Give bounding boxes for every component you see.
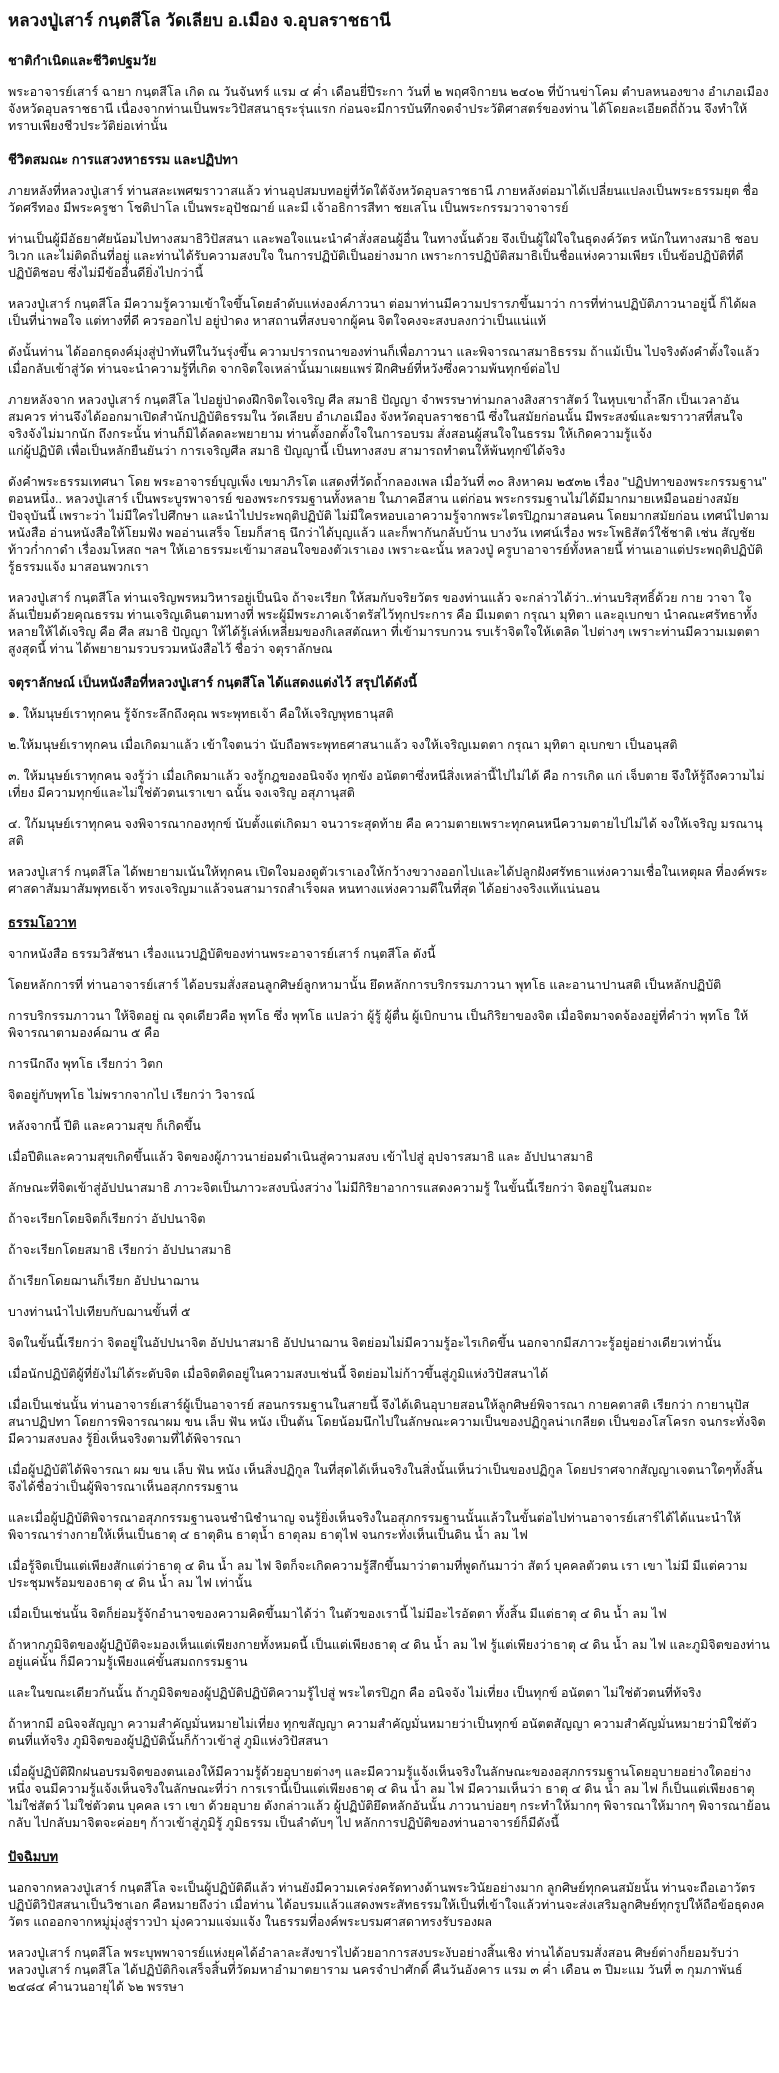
paragraph: เมื่อรู้จิตเป็นแต่เพียงสักแต่ว่าธาตุ ๔ ดิน น้ำ ลม ไฟ จิตก็จะเกิดความรู้สึกขึ้นมาว่าตามที่พูดกันมาว่า สัตว์ บุคคลตัวตน เรา เขา ไม่มี มีแต่ความประชุมพร้อมของธาตุ ๔ ดิน น้ำ ลม ไฟ เท่านั้น xyxy=(8,1559,748,1590)
paragraph: ๒.ให้มนุษย์เราทุกคน เมื่อเกิดมาแล้ว เข้าใจตนว่า นับถือพระพุทธศาสนาแล้ว จงให้เจริญเมตตา กรุณา มุทิตา อุเบกขา เป็นอนุสติ xyxy=(8,738,678,752)
paragraph: ถ้าจะเรียกโดยสมาธิ เรียกว่า อัปปนาสมาธิ xyxy=(8,1243,232,1257)
section-heading-underlined: ธรรมโอวาท xyxy=(8,915,77,930)
paragraph: โดยหลักการที่ ท่านอาจารย์เสาร์ ได้อบรมสั่งสอนลูกศิษย์ลูกหามานั้น ยึดหลักการบริกรรมภาวนา พุทโธ และอานาปานสติ เป็นหลักปฏิบัติ xyxy=(8,978,722,992)
paragraph: หลวงปู่เสาร์ กนฺตสีโล มีความรู้ความเข้าใจขึ้นโดยลำดับแห่งองค์ภาวนา ต่อมาท่านมีความปรารภขึ้นมาว่า การที่ท่านปฏิบัติภาวนาอยู่นี้ ก็ได้ผลเป็นที่น่าพอใจ แต่ทางที่ดี ควรออกไป อยู่ป่าดง หาสถานที่สงบจากผู้คน จิตใจคงจะสงบลงกว่าเป็นแน่แท้ xyxy=(8,297,757,328)
paragraph: เมื่อนักปฏิบัติผู้ที่ยังไม่ได้ระดับจิต เมื่อจิตติดอยู่ในความสงบเช่นนี้ จิตย่อมไม่ก้าวขึ้นสู่ภูมิแห่งวิปัสสนาได้ xyxy=(8,1367,549,1381)
section-heading: ชีวิตสมณะ การแสวงหาธรรม และปฏิปทา xyxy=(8,152,239,167)
paragraph: ๓. ให้มนุษย์เราทุกคน จงรู้ว่า เมื่อเกิดมาแล้ว จงรู้กฎของอนิจจัง ทุกขัง อนัตตาซึ่งหนีสิ่งเหล่านี้ไปไม่ได้ คือ การเกิด แก่ เจ็บตาย จึงให้รู้ถึงความไม่เที่ยง มีความทุกข์และไม่ใช่ตัวตนเราเขา ฉนั้น จงเจริญ อสุภานุสติ xyxy=(8,769,765,800)
paragraph: ลักษณะที่จิตเข้าสู่อัปปนาสมาธิ ภาวะจิตเป็นภาวะสงบนิ่งสว่าง ไม่มีกิริยาอาการแสดงความรู้ ในขั้นนี้เรียกว่า จิตอยู่ในสมถะ xyxy=(8,1181,653,1195)
paragraph: หลังจากนี้ ปีติ และความสุข ก็เกิดขึ้น xyxy=(8,1119,201,1133)
paragraph: จากหนังสือ ธรรมวิสัชนา เรื่องแนวปฏิบัติของท่านพระอาจารย์เสาร์ กนฺตสีโล ดังนี้ xyxy=(8,947,436,961)
paragraph: การบริกรรมภาวนา ให้จิตอยู่ ณ จุดเดียวคือ พุทโธ ซึ่ง พุทโธ แปลว่า ผู้รู้ ผู้ตื่น ผู้เบิกบาน เป็นกิริยาของจิต เมื่อจิตมาจดจ้องอยู่ที่คำว่า พุทโธ ให้พิจารณาตามองค์ฌาน ๕ คือ xyxy=(8,1009,749,1040)
paragraph: ถ้าหากมี อนิจจสัญญา ความสำคัญมั่นหมายไม่เที่ยง ทุกขสัญญา ความสำคัญมั่นหมายว่าเป็นทุกข์ อนัตตสัญญา ความสำคัญมั่นหมายว่ามิใช่ตัวตนที่แท้จริง ภูมิจิตของผู้ปฏิบัตินั้นก็ก้าวเข้าสู่ ภูมิแห่งวิปัสสนา xyxy=(8,1717,758,1748)
paragraph: ภายหลังที่หลวงปู่เสาร์ ท่านสละเพศฆราวาสแล้ว ท่านอุปสมบทอยู่ที่วัดใต้จังหวัดอุบลราชธานี ภายหลังต่อมาได้เปลี่ยนแปลงเป็นพระธรรมยุต ชื่อวัดศรีทอง มีพระครูชา โชติปาโล เป็นพระอุปัชฌาย์ และมี เจ้าอธิการสีทา ชยเสโน เป็นพระกรรมวาจาจารย์ xyxy=(8,184,759,215)
paragraph: เมื่อเป็นเช่นนั้น ท่านอาจารย์เสาร์ผู้เป็นอาจารย์ สอนกรรมฐานในสายนี้ จึงได้เดินอุบายสอนให้ลูกศิษย์พิจารณา กายคตาสติ เรียกว่า กายานุปัสสนาปฏิปทา โดยการพิจารณาผม ขน เล็บ ฟัน หนัง เป็นต้น โดยน้อมนึกไปในลักษณะความเป็นของปฏิกูลน่าเกลียด เป็นของโสโครก จนกระทั่งจิตมีความสงบลง รู้ยิ่งเห็นจริงตามที่ได้พิจารณา xyxy=(8,1398,766,1446)
paragraph: ถ้าหากภูมิจิตของผู้ปฏิบัติจะมองเห็นแต่เพียงกายทั้งหมดนี้ เป็นแต่เพียงธาตุ ๔ ดิน น้ำ ลม ไฟ รู้แต่เพียงว่าธาตุ ๔ ดิน น้ำ ลม ไฟ และภูมิจิตของท่านอยู่แค่นั้น ก็มีความรู้เพียงแค่ขั้นสมถกรรมฐาน xyxy=(8,1638,770,1669)
article-body xyxy=(8,52,771,1996)
paragraph: ถ้าจะเรียกโดยจิตก็เรียกว่า อัปปนาจิต xyxy=(8,1212,206,1226)
paragraph: ถ้าเรียกโดยฌานก็เรียก อัปปนาฌาน xyxy=(8,1274,199,1288)
paragraph: ดังนั้นท่าน ได้ออกธุดงค์มุ่งสู่ป่าทันทีในวันรุ่งขึ้น ความปรารถนาของท่านก็เพื่อภาวนา และพิจารณาสมาธิธรรม ถ้าแม้เป็น ไปจริงดังคำตั้งใจแล้ว เมื่อกลับเข้าสู่วัด ท่านจะนำความรู้ที่เกิด จากจิตใจเหล่านั้นมาเผยแพร่ ฝึกศิษย์ที่หวังซึ่งความพ้นทุกข์ต่อไป xyxy=(8,345,760,376)
paragraph: นอกจากหลวงปู่เสาร์ กนฺตสีโล จะเป็นผู้ปฏิบัติดีแล้ว ท่านยังมีความเคร่งครัดทางด้านพระวินัยอย่างมาก ลูกศิษย์ทุกคนสมัยนั้น ท่านจะถือเอาวัตรปฏิบัติวิปัสสนาเป็นวิชาเอก คือหมายถึงว่า เมื่อท่าน ได้อบรมแล้วแสดงพระสัทธรรมให้เป็นที่เข้าใจแล้วท่านจะส่งเสริมลูกศิษย์ทุกรูปให้ถือข้อธุดงควัตร แถออกจากหมู่มุ่งสู่ราวป่า มุ่งความแจ่มแจ้ง ในธรรมที่องค์พระบรมศาสดาทรงรับรองผล xyxy=(8,1881,765,1929)
paragraph: บางท่านนำไปเทียบกับฌานขั้นที่ ๕ xyxy=(8,1305,191,1319)
paragraph: ๔. ใก้มนุษย์เราทุกคน จงพิจารณากองทุกข์ นับตั้งแต่เกิดมา จนวาระสุดท้าย คือ ความตายเพราะทุกคนหนีความตายไปไม่ได้ จงให้เจริญ มรณานุสติ xyxy=(8,817,763,848)
paragraph: การนึกถึง พุทโธ เรียกว่า วิตก xyxy=(8,1057,163,1071)
section-heading: ชาติกำเนิดและชีวิตปฐมวัย xyxy=(8,53,157,68)
paragraph: และในขณะเดียวกันนั้น ถ้าภูมิจิตของผู้ปฏิบัติปฏิบัติความรู้ไปสู่ พระไตรปิฎก คือ อนิจจัง ไม่เที่ยง เป็นทุกข์ อนัตตา ไม่ใช่ตัวตนที่ท้จริง xyxy=(8,1686,702,1700)
paragraph: เมื่อเป็นเช่นนั้น จิตก็ย่อมรู้จักอำนาจของความคิดขึ้นมาได้ว่า ในตัวของเรานี้ ไม่มีอะไรอัตตา ทั้งสิ้น มีแต่ธาตุ ๔ ดิน น้ำ ลม ไฟ xyxy=(8,1607,667,1621)
paragraph: พระอาจารย์เสาร์ ฉายา กนฺตสีโล เกิด ณ วันจันทร์ แรม ๔ ค่ำ เดือนยี่ปีระกา วันที่ ๒ พฤศจิกายน ๒๔๐๒ ที่บ้านข่าโคม ตำบลหนองขาง อำเภอเมือง จังหวัดอุบลราชธานี เนื่องจากท่านเป็นพระวิปัสสนาธุระรุ่นแรก ก่อนจะมีการบันทึกจดจำประวัติศาสตร์ของท่าน ได้โดยละเอียดถี่ถ้วน จึงทำให้ทราบเพียงชีวประวัติย่อเท่านั้น xyxy=(8,85,769,133)
paragraph: จิตในขั้นนี้เรียกว่า จิตอยู่ในอัปปนาจิต อัปปนาสมาธิ อัปปนาฌาน จิตย่อมไม่มีความรู้อะไรเกิดขึ้น นอกจากมีสภาวะรู้อยู่อย่างเดียวเท่านั้น xyxy=(8,1336,722,1350)
paragraph: หลวงปู่เสาร์ กนฺตสีโล ได้พยายามเน้นให้ทุกคน เปิดใจมองดูตัวเราเองให้กว้างขวางออกไปและได้ปลูกฝังศรัทธาแห่งความเชื่อในเหตุผล ที่องค์พระศาสดาสัมมาสัมพุทธเจ้า ทรงเจริญมาแล้วจนสามารถสำเร็จผล หนทางแห่งความดีในที่สุด ได้อย่างจริงแท้แน่นอน xyxy=(8,865,768,896)
paragraph: ภายหลังจาก หลวงปู่เสาร์ กนฺตสีโล ไปอยู่ป่าดงฝึกจิตใจเจริญ ศีล สมาธิ ปัญญา จำพรรษาท่ามกลางสิงสาราสัตว์ ในหุบเขาถ้ำลึก เป็นเวลาอันสมควร ท่านจึงได้ออกมาเปิดสำนักปฏิบัติธรรมใน วัดเลียบ อำเภอเมือง จังหวัดอุบลราชธานี ซึ่งในสมัยก่อนนั้น มีพระสงฆ์และฆราวาสที่สนใจจริงจังไม่มากนัก ถึงกระนั้น ท่านก็มิได้ลดละพยายาม ท่านตั้งอกตั้งใจในการอบรม สั่งสอนผู้สนใจในธรรม ให้เกิดความรู้แจ้ง แก่ผู้ปฏิบัติ เพื่อเป็นหลักยืนยันว่า การเจริญศีล สมาธิ ปัญญานี้ เป็นทางสงบ สามารถทำตนให้พ้นทุกข์ได้จริง xyxy=(8,393,744,458)
paragraph: และเมื่อผู้ปฏิบัติพิจารณาอสุภกรรมฐานจนชำนิชำนาญ จนรู้ยิ่งเห็นจริงในอสุภกรรมฐานนั้นแล้วในขั้นต่อไปท่านอาจารย์เสาร์ได้ได้แนะนำให้พิจารณาร่างกายให้เห็นเป็นธาตุ ๔ ธาตุดิน ธาตุน้ำ ธาตุลม ธาตุไฟ จนกระทั่งเห็นเป็นดิน น้ำ ลม ไฟ xyxy=(8,1511,741,1542)
paragraph: เมื่อผู้ปฏิบัติฝึกฝนอบรมจิตของตนเองให้มีความรู้ด้วยอุบายต่างๆ และมีความรู้แจ้งเห็นจริงในลักษณะของอสุภกรรมฐานโดยอุบายอย่างใดอย่างหนึ่ง จนมีความรู้แจ้งเห็นจริงในลักษณะที่ว่า การเรานี้เป็นแต่เพียงธาตุ ๔ ดิน น้ำ ลม ไฟ มีความเห็นว่า ธาตุ ๔ ดิน น้ำ ลม ไฟ ก็เป็นแต่เพียงธาตุ ไม่ใช่สัตว์ ไม่ใช่ตัวตน บุคคล เรา เขา ด้วยอุบาย ดังกล่าวแล้ว ผู้ปฏิบัติยึดหลักอันนั้น ภาวนาบ่อยๆ กระทำให้มากๆ พิจารณาให้มากๆ พิจารณาย้อนกลับ ไปกลับมาจิตจะค่อยๆ ก้าวเข้าสู่ภูมิรู้ ภูมิธรรม เป็นลำดับๆ ไป หลักการปฏิบัติของท่านอาจารย์ก็มีดังนี้ xyxy=(8,1765,770,1830)
paragraph: ๑. ให้มนุษย์เราทุกคน รู้จักระลึกถึงคุณ พระพุทธเจ้า คือให้เจริญพุทธานุสติ xyxy=(8,707,394,721)
section-heading: จตุราลักษณ์ เป็นหนังสือที่หลวงปู่เสาร์ กนฺตสีโล ได้แสดงแต่งไว้ สรุปได้ดังนี้ xyxy=(8,675,418,690)
paragraph: หลวงปู่เสาร์ กนฺตสีโล ท่านเจริญพรหมวิหารอยู่เป็นนิจ ถ้าจะเรียก ให้สมกับจริยวัตร ของท่านแล้ว จะกล่าวได้ว่า..ท่านบริสุทธิ์ด้วย กาย วาจา ใจ ล้นเปี่ยมด้วยคุณธรรม ท่านเจริญเดินตามทางที่ พระผู้มีพระภาคเจ้าตรัสไว้ทุกประการ คือ มีเมตตา กรุณา มุทิตา และอุเบกขา นำคณะศรัทธาทั้งหลายให้ได้เจริญ คือ ศีล สมาธิ ปัญญา ให้ได้รู้เล่ห์เหลี่ยมของกิเลสตัณหา ที่เข้ามารบกวน รบเร้าจิตใจให้เตลิด ไปต่างๆ เพราะท่านมีความเมตตาสูงสุดนี้ ท่าน ได้พยายามรวบรวมหนังสือไว้ ชื่อว่า จตุราลักษณ xyxy=(8,591,760,656)
paragraph: จิตอยู่กับพุทโธ ไม่พรากจากไป เรียกว่า วิจารณ์ xyxy=(8,1088,255,1102)
paragraph: เมื่อผู้ปฏิบัติได้พิจารณา ผม ขน เล็บ ฟัน หนัง เห็นสิ่งปฏิกูล ในที่สุดได้เห็นจริงในสิ่งนั้นเห็นว่าเป็นของปฏิกูล โดยปราศจากสัญญาเจตนาใดๆทั้งสิ้น จึงได้ชื่อว่าเป็นผู้พิจารณาเห็นอสุภกรรมฐาน xyxy=(8,1463,763,1494)
page-title: หลวงปู่เสาร์ กนฺตสีโล วัดเลียบ อ.เมือง จ.อุบลราชธานี xyxy=(8,11,391,30)
section-heading-underlined: ปัจฉิมบท xyxy=(8,1849,59,1864)
paragraph: ท่านเป็นผู้มีอัธยาศัยน้อมไปทางสมาธิวิปัสสนา และพอใจแนะนำคำสั่งสอนผู้อื่น ในทางนั้นด้วย จึงเป็นผู้ใฝ่ใจในธุดงค์วัตร หนักในทางสมาธิ ชอบวิเวก และไม่ติดถิ่นที่อยู่ และท่านได้รับความสงบใจ ในการปฏิบัติเป็นอย่างมาก เพราะการปฏิบัติสมาธิเป็นชื่อแห่งความเพียร เป็นข้อปฏิบัติที่ดีปฏิบัติชอบ ซึ่งไม่มีข้ออื่นดียิ่งไปกว่านี้ xyxy=(8,232,759,280)
paragraph: เมื่อปีติและความสุขเกิดขึ้นแล้ว จิตของผู้ภาวนาย่อมดำเนินสู่ความสงบ เข้าไปสู่ อุปจารสมาธิ และ อัปปนาสมาธิ xyxy=(8,1150,594,1164)
paragraph: หลวงปู่เสาร์ กนฺตสีโล พระบุพพาจารย์แห่งยุคได้อำลาละสังขารไปด้วยอาการสงบระงับอย่างสิ้นเชิง ท่านได้อบรมสั่งสอน ศิษย์ต่างก็ยอมรับว่า หลวงปู่เสาร์ กนฺตสีโล ได้ปฏิบัติกิจเสร็จสิ้นที่วัดมหาอำมาตยาราม นครจำปาศักดิ์ คืนวันอังคาร แรม ๓ ค่ำ เดือน ๓ ปีมะแม วันที่ ๓ กุมภาพันธ์ ๒๔๘๔ คำนวนอายุได้ ๖๒ พรรษา xyxy=(8,1946,743,1994)
paragraph: ดังคำพระธรรมเทศนา โดย พระอาจารย์บุญเพ็ง เขมาภิรโต แสดงที่วัดถ้ำกลองเพล เมื่อวันที่ ๓๐ สิงหาคม ๒๕๓๒ เรื่อง "ปฏิปทาของพระกรรมฐาน" ตอนหนึ่ง.. หลวงปู่เสาร์ เป็นพระบูรพาจารย์ ของพระกรรมฐานทั้งหลาย ในภาคอีสาน แต่ก่อน พระกรรมฐานไม่ได้มีมากมายเหมือนอย่างสมัยปัจจุบันนี้ เพราะว่า ไม่มีใครไปศึกษา และนำไปประพฤติปฏิบัติ ไม่มีใครหอบเอาความรู้จากพระไตรปิฎกมาสอนคน โดยมากสมัยก่อน เทศน์ไปตามหนังสือ อ่านหนังสือให้โยมฟัง พออ่านเสร็จ โยมก็สาธุ นึกว่าได้บุญแล้ว และก็พากันกลับบ้าน บางวัน เทศน์เรื่อง พระโพธิสัตว์ใช้ชาติ เช่น สัญชัย ท้าวก่ำกาดำ เรื่องมโหสถ ฯลฯ ให้เอาธรรมะเข้ามาสอนใจของตัวเราเอง เพราะฉะนั้น หลวงปู่ ครูบาอาจารย์ทั้งหลายนี้ ท่านเอาแต่ประพฤติปฏิบัติ รู้ธรรมแจ้ง มาสอนพวกเรา xyxy=(8,475,769,574)
